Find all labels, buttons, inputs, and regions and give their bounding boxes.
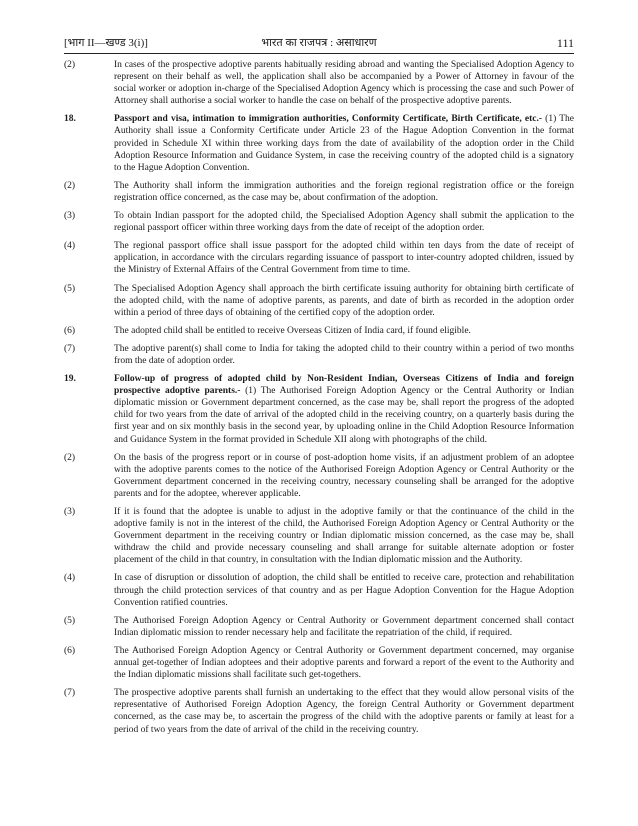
paragraph-text [114,325,574,337]
paragraph [64,180,574,204]
paragraph-number: (3) [64,507,76,517]
paragraph [64,373,574,446]
section-heading: Follow-up of progress of adopted child by Non-Resident Indian, Overseas Citizens of India and foreign prospective adoptive parents.- [114,374,574,397]
page-header [64,36,574,52]
paragraph-number: (4) [64,573,76,584]
paragraph [64,59,574,107]
paragraph-body: If it is found that the adoptee is unable to adjust in the adoptive family or that the continuance of the child in the adoptive family is not in the interest of the child, the Authorised Foreign Adoption Agency or Central Authority or the Government department in the receiving country or Indian diplomatic mission concerned, as the case may be, shall withdraw the child and provide necessary counseling and shall arrange for suitable alternate adoption or foster placement of the child in that country, in consultation with the Indian diplomatic mission and the Authority. [114,507,574,566]
paragraph-text [114,283,574,319]
paragraph-number: (3) [64,211,76,222]
paragraph-text [114,343,574,367]
page-number: 111 [556,36,574,50]
paragraph [64,210,574,234]
paragraph [64,240,574,276]
header-section-label: [भाग II—खण्ड 3(i)] [64,37,148,49]
paragraph [64,572,574,608]
paragraph-text [114,240,574,276]
paragraph-text [114,506,574,566]
section-heading: Passport and visa, intimation to immigration authorities, Conformity Certificate, Birth Certificate, etc.- [114,114,543,125]
paragraph-number: (2) [64,180,76,191]
paragraph-body: To obtain Indian passport for the adopted child, the Specialised Adoption Agency shall submit the application to the regional passport officer within three working days from the date of receipt of the adoption order. [114,211,574,234]
paragraph-number: (2) [64,452,76,463]
paragraph [64,615,574,639]
paragraph-text [114,615,574,639]
paragraph-text [114,210,574,234]
paragraph-body: The Authority shall inform the immigration authorities and the foreign regional registration office or the foreign registration office concerned, as the case may be, about confirmation of the adoption. [114,180,574,203]
paragraph-body: The Specialised Adoption Agency shall approach the birth certificate issuing authority for obtaining birth certificate of the adopted child, with the name of adoptive parents, as parents, and date of birth as recorded in the adoption order within a period of three days of obtaining of the certified copy of the adoption order. [114,283,574,318]
paragraph-body: In case of disruption or dissolution of adoption, the child shall be entitled to receive care, protection and rehabilitation through the child protection services of that country and as per Hague Adoption Convention for the Hague Adoption Convention ratified countries. [114,573,574,608]
paragraph-text [114,687,574,735]
paragraph [64,452,574,500]
paragraph-body: (1) The Authorised Foreign Adoption Agency or the Central Authority or Indian diplomatic mission or Government department concerned, as the case may be, shall report the progress of the adopted child for two years from the date of arrival of the adopted child in the receiving country, on a quarterly basis during the first year and on six monthly basis in the second year, by uploading online in the Child Adoption Resource Information and Guidance System in the format provided in Schedule XII along with photographs of the child. [114,386,574,445]
paragraph [64,506,574,566]
paragraph-body: The adoptive parent(s) shall come to India for taking the adopted child to their country within a period of two months from the date of adoption order. [114,343,574,366]
paragraph-body: In cases of the prospective adoptive parents habitually residing abroad and wanting the Specialised Adoption Agency to represent on their behalf as well, the application shall also be accompanied by a Power of Attorney in favour of the social worker or adoption in-charge of the Specialised Adoption Agency which is processing the case and such Power of Attorney shall authorise a social worker to handle the case on behalf of the prospective adoptive parents. [114,60,574,107]
paragraph-number: (6) [64,325,76,336]
paragraph [64,343,574,367]
paragraph-text [114,452,574,500]
paragraph-body: The prospective adoptive parents shall furnish an undertaking to the effect that they would allow personal visits of the representative of Authorised Foreign Adoption Agency, the foreign Central Authority or Government department concerned, as the case may be, to ascertain the progress of the child with the adoptive parents or family at least for a period of two years from the date of arrival of the child in the receiving country. [114,688,574,735]
paragraph-text [114,113,574,173]
paragraph-number: (7) [64,688,76,699]
paragraph-body: The regional passport office shall issue passport for the adopted child within ten days from the date of receipt of application, in accordance with the circulars regarding issuance of passport to inter-country adopted children, issued by the Ministry of External Affairs of the Central Government from time to time. [114,241,574,276]
document-body [64,59,574,742]
paragraph-number: (2) [64,60,76,70]
paragraph-number: (5) [64,283,76,294]
header-rule [64,53,574,54]
paragraph-number: 18. [64,114,76,125]
paragraph-text [114,180,574,204]
paragraph-number: (4) [64,241,76,252]
paragraph-number: (7) [64,343,76,354]
header-gazette-title: भारत का राजपत्र : असाधारण [261,37,377,49]
paragraph-body: On the basis of the progress report or in course of post-adoption home visits, if an adjustment problem of an adoptee with the adoptive parents comes to the notice of the Authorised Foreign Adoption Agency or Central Authority or the Government department concerned in the receiving country, necessary counseling shall be arranged for the adoptive parents and for the adoptee, wherever applicable. [114,452,574,499]
paragraph-body: (1) The Authority shall issue a Conformity Certificate under Article 23 of the Hague Adoption Convention in the format provided in Schedule XI within three working days from the date of availability of the adoption order in the Child Adoption Resource Information and Guidance System, in case the receiving country of the adopted child is a signatory to the Hague Adoption Convention. [114,114,574,173]
paragraph [64,325,574,337]
paragraph-number: 19. [64,374,76,385]
paragraph [64,645,574,681]
paragraph-text [114,645,574,681]
paragraph-text [114,373,574,446]
paragraph-text [114,572,574,608]
paragraph [64,113,574,173]
paragraph-body: The Authorised Foreign Adoption Agency or Central Authority or Government department concerned, may organise annual get-together of Indian adoptees and their adoptive parents and forward a report of the event to the Authority and the Indian diplomatic missions shall facilitate such get-togethers. [114,645,574,681]
paragraph-text [114,59,574,107]
paragraph [64,283,574,319]
paragraph-body: The Authorised Foreign Adoption Agency or Central Authority or Government department concerned shall contact Indian diplomatic mission to render necessary help and facilitate the repatriation of the child, if required. [114,615,574,638]
paragraph-number: (6) [64,645,76,656]
paragraph [64,687,574,735]
paragraph-number: (5) [64,615,76,626]
paragraph-body: The adopted child shall be entitled to receive Overseas Citizen of India card, if found eligible. [114,325,471,336]
